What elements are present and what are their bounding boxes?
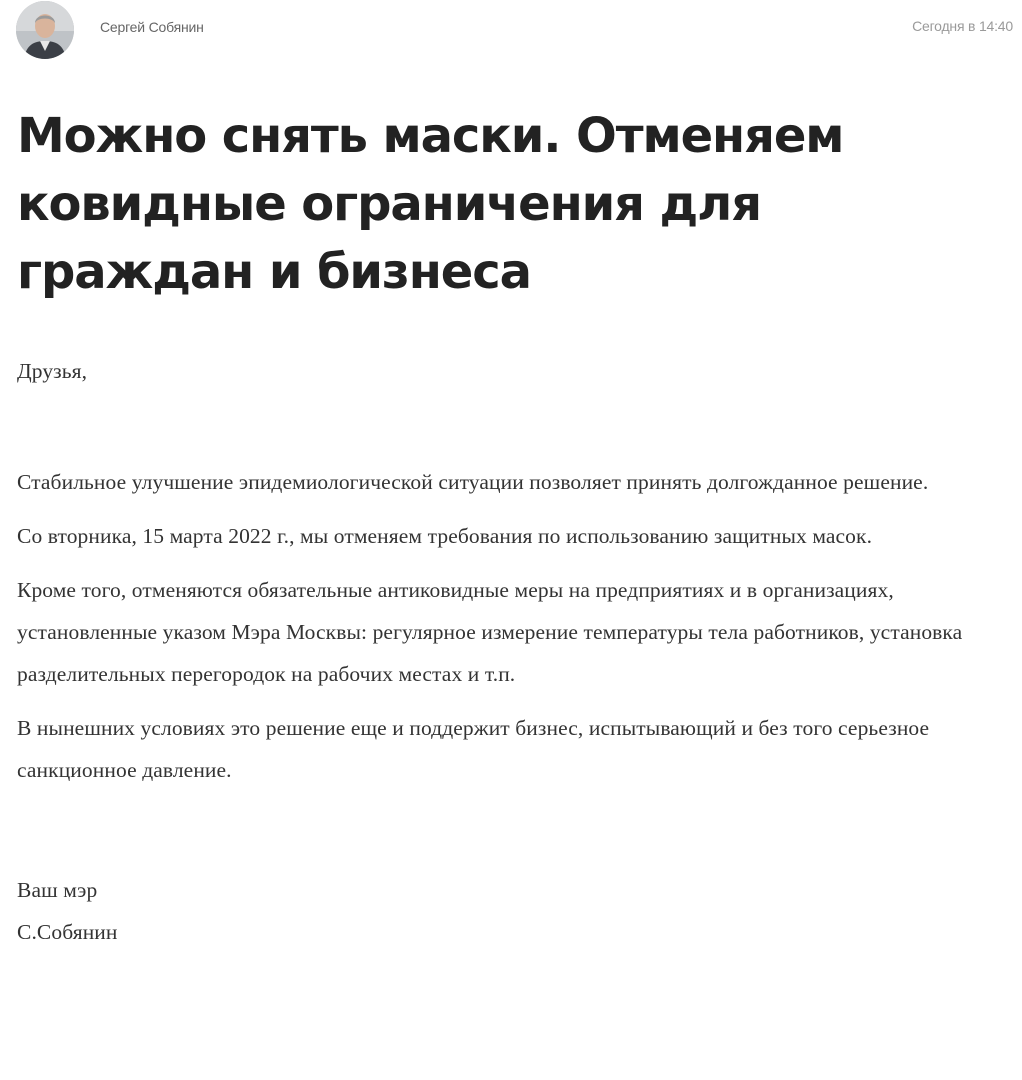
post-timestamp: Сегодня в 14:40 xyxy=(912,18,1013,34)
post-paragraph: В нынешних условиях это решение еще и поддержит бизнес, испытывающий и без того серьезное санкционное давление. xyxy=(17,716,930,782)
post-paragraph: Кроме того, отменяются обязательные антиковидные меры на предприятиях и в организациях, установленные указом Мэра Москвы: регулярное измерение температуры тела работников, установка разделительных перегородок на рабочих местах и т.п. xyxy=(17,578,963,686)
avatar-portrait-icon xyxy=(16,1,74,59)
post-paragraph: Со вторника, 15 марта 2022 г., мы отменяем требования по использованию защитных масок. xyxy=(17,524,873,548)
post-title: Можно снять маски. Отменяем ковидные ограничения для граждан и бизнеса xyxy=(17,108,844,300)
post-greeting: Друзья, xyxy=(17,359,88,383)
author-name[interactable]: Сергей Собянин xyxy=(100,19,204,35)
signature-line-1: Ваш мэр xyxy=(17,878,98,902)
post-paragraph: Стабильное улучшение эпидемиологической ситуации позволяет принять долгожданное решение. xyxy=(17,470,929,494)
post-header xyxy=(0,0,1022,60)
post-body xyxy=(17,350,1007,953)
signature-line-2: С.Собянин xyxy=(17,920,118,944)
author-avatar[interactable] xyxy=(16,1,74,59)
